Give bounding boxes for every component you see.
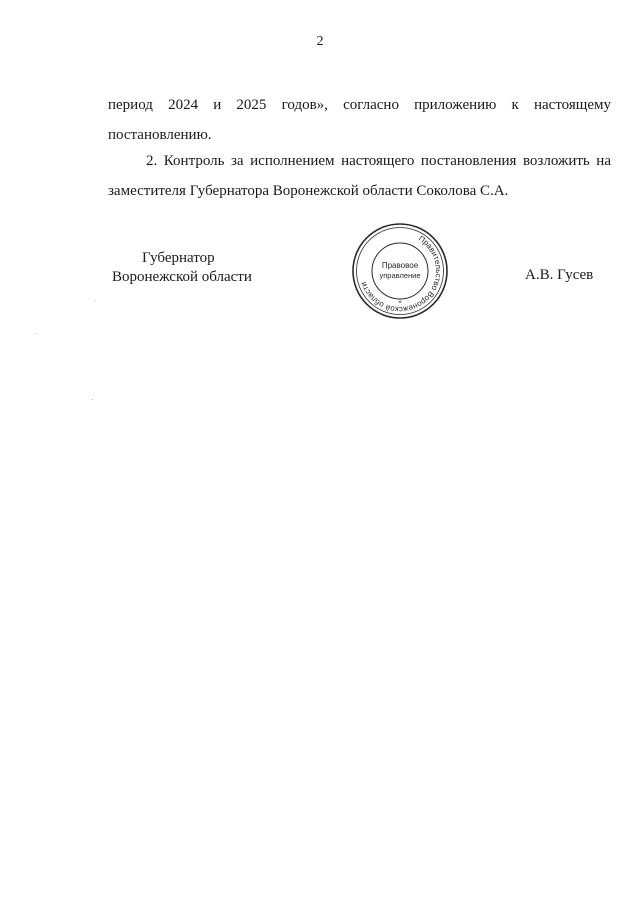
seal-center-line-2: управление	[379, 271, 421, 280]
signatory-region: Воронежской области	[112, 269, 252, 285]
paragraph-1-line-2: постановлению.	[108, 127, 212, 143]
signature-block	[112, 249, 252, 287]
official-seal-stamp	[351, 222, 449, 320]
scan-speck	[95, 300, 96, 301]
paragraph-1-line-1: период 2024 и 2025 годов», согласно приложению к настоящему	[108, 97, 611, 113]
paragraph-continuation	[108, 90, 611, 150]
page-number: 2	[316, 34, 324, 49]
scan-speck	[36, 333, 37, 334]
seal-center-line-1: Правовое	[381, 261, 419, 270]
signatory-name: А.В. Гусев	[525, 267, 594, 283]
scan-speck	[92, 399, 93, 400]
seal-star-icon: *	[398, 299, 402, 307]
paragraph-2-line-1: 2. Контроль за исполнением настоящего постановления возложить на	[146, 153, 611, 169]
signatory-title: Губернатор	[142, 250, 215, 266]
paragraph-item-2	[108, 146, 611, 206]
paragraph-2-line-2: заместителя Губернатора Воронежской области Соколова С.А.	[108, 183, 509, 199]
seal-ring-text: Правительство Воронежской области	[358, 233, 444, 315]
